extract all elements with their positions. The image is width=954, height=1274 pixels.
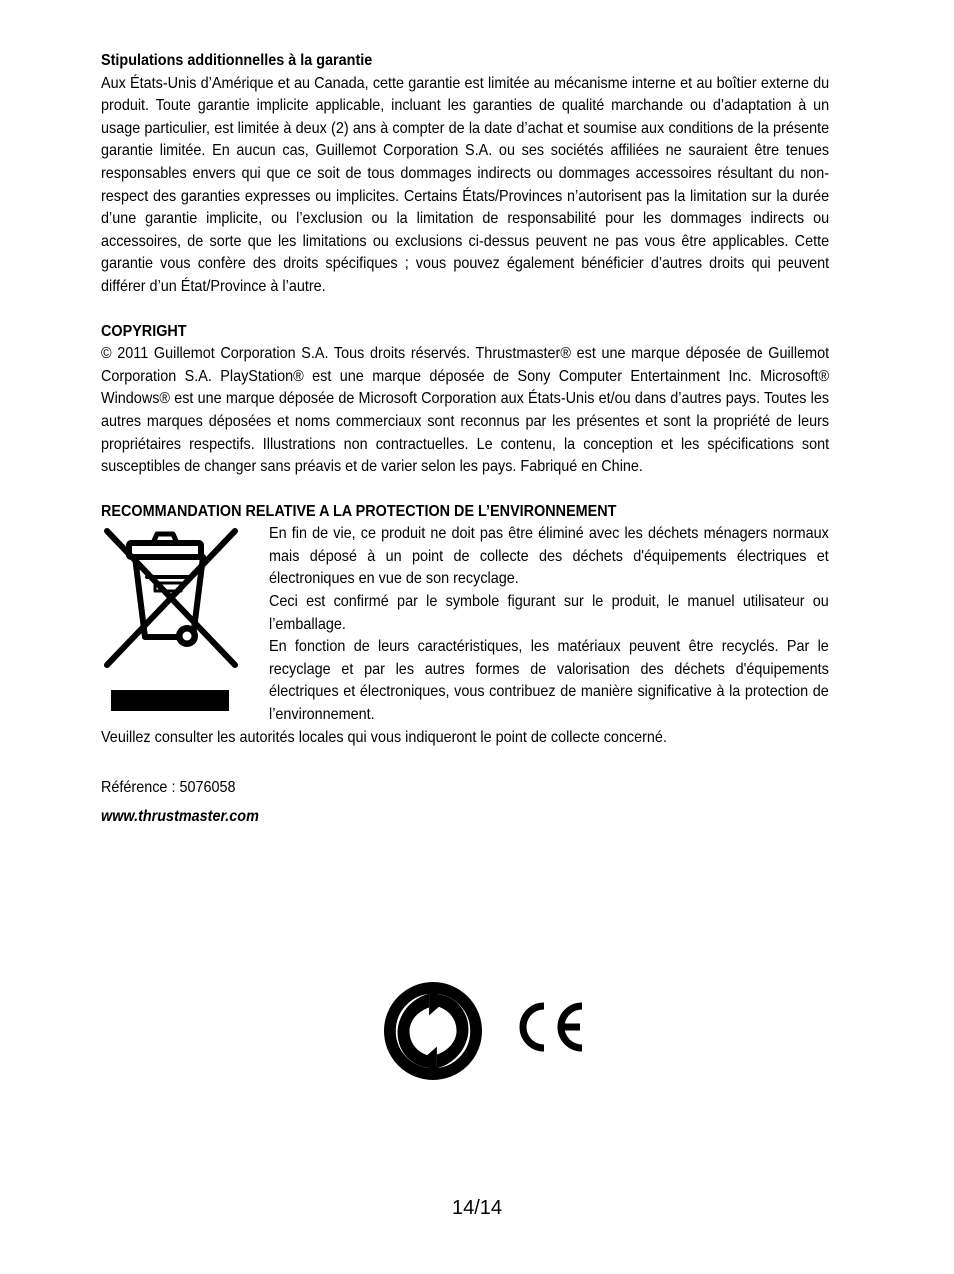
document-page	[101, 50, 829, 828]
environment-closing: Veuillez consulter les autorités locales qui vous indiqueront le point de collecte concerné.	[101, 728, 667, 746]
green-dot-icon	[384, 980, 482, 1082]
page-number: 14/14	[451, 1197, 503, 1219]
warranty-section	[101, 50, 829, 299]
weee-crossed-bin-icon	[101, 525, 241, 711]
website-link[interactable]: www.thrustmaster.com	[101, 807, 259, 825]
environment-heading: RECOMMANDATION RELATIVE A LA PROTECTION DE L’ENVIRONNEMENT	[101, 502, 617, 520]
environment-paragraph-2: Ceci est confirmé par le symbole figurant sur le produit, le manuel utilisateur ou l’emballage.	[269, 593, 829, 633]
environment-paragraph-3: En fonction de leurs caractéristiques, les matériaux peuvent être recyclés. Par le recyclage et par les autres formes de valorisation des déchets d'équipements électriques et électroniques, vous contribuez de manière significative à la protection de l’environnement.	[269, 638, 829, 724]
copyright-body: © 2011 Guillemot Corporation S.A. Tous droits réservés. Thrustmaster® est une marque déposée de Guillemot Corporation S.A. PlayStation® est une marque déposée de Sony Computer Entertainment Inc. Microsoft® Windows® est une marque déposée de Microsoft Corporation aux États-Unis et/ou dans d’autres pays. Toutes les autres marques déposées et noms commerciaux sont reconnus par les présentes et sont la propriété de leurs propriétaires respectifs. Illustrations non contractuelles. Le contenu, la conception et les spécifications sont susceptibles de changer sans préavis et de varier selon les pays. Fabriqué en Chine.	[101, 345, 830, 476]
certification-logos	[384, 980, 594, 1085]
reference-number: Référence : 5076058	[101, 779, 236, 797]
copyright-heading: COPYRIGHT	[101, 322, 187, 340]
environment-paragraph-1: En fin de vie, ce produit ne doit pas être éliminé avec les déchets ménagers normaux mais déposé à un point de collecte des déchets d'équipements électriques et électroniques en vue de son recyclage.	[269, 525, 829, 588]
environment-heading-wrap	[101, 501, 829, 524]
warranty-heading: Stipulations additionnelles à la garantie	[101, 52, 373, 69]
warranty-body: Aux États-Unis d’Amérique et au Canada, cette garantie est limitée au mécanisme interne et au boîtier externe du produit. Toute garantie implicite applicable, incluant les garanties de qualité marchande ou d’adaptation à un usage particulier, est limitée à deux (2) ans à compter de la date d’achat et soumise aux conditions de la présente garantie limitée. En aucun cas, Guillemot Corporation S.A. ou ses sociétés affiliées ne sauraient être tenues responsables envers qui que ce soit de tous dommages indirects ou dommages accessoires résultant du non-respect des garanties expresses ou implicites. Certains États/Provinces n’autorisent pas la limitation sur la durée d’une garantie implicite, ou l’exclusion ou la limitation de responsabilité pour les dommages indirects ou accessoires, de sorte que les limitations ou exclusions ci-dessus peuvent ne pas vous être applicables. Cette garantie vous confère des droits spécifiques ; vous pouvez également bénéficier d’autres droits qui peuvent différer d’un État/Province à l’autre.	[101, 74, 830, 295]
ce-mark-icon	[514, 998, 586, 1056]
copyright-section	[101, 321, 829, 479]
environment-section	[101, 523, 829, 726]
